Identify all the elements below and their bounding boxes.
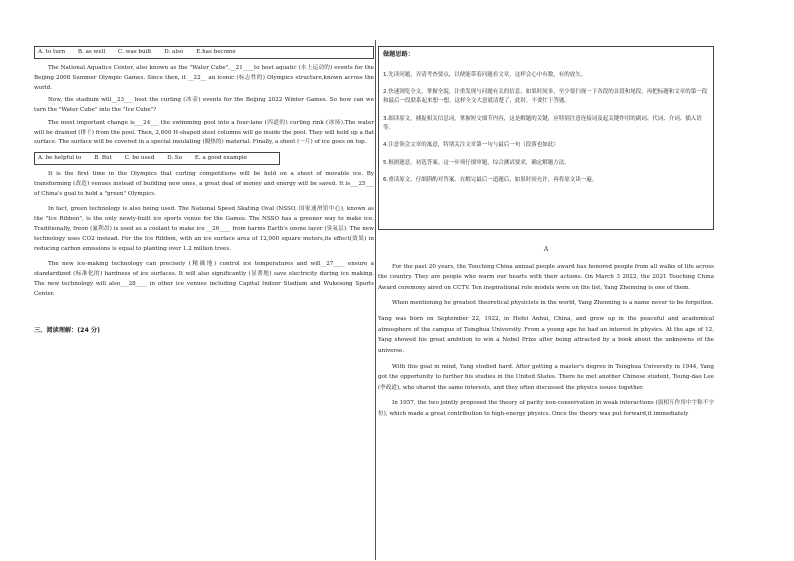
tip-item: 3.细读原文，捕捉相关信息词，掌握短文细节内容，这是解题的关键，应特别注意连接词及起关键作用的副词、代词、介词、插入语等。: [383, 115, 702, 131]
options-box-2: [34, 152, 280, 165]
tip-item: 6.重读原文，仔细斟酌对答案。在解完最后一道题后，如果时间允许，再将原文读一遍。: [383, 176, 598, 183]
reading-paragraph-3: Yang was born on September 22, 1922, in Hefei Anhui, China, and grew up in the peaceful and academical atmosphere of the campus of Tsinghua University. From a young age he had an interest in physics. At the age of 12, Yang showed his great ambition to win a Nobel Prize after being attracted by a book about the unknowns of the universe.: [378, 316, 714, 354]
reading-paragraph-4: With this goal in mind, Yang studied hard. After getting a master's degree in Tsinghua University in 1944, Yang got the opportunity to further his studies in the United States. There he met another Chinese student, Tsung-dao Lee (李政道), who shared the same interests, and they often discussed the physics issues together.: [378, 363, 714, 391]
tip-item: 5.根据题意，初选答案。这一步须仔细审题，综合测试要求，确定解题方法。: [383, 159, 570, 166]
option-b: B. as well: [77, 49, 106, 55]
paragraph-2: Now, the stadium will__23___ host the curling (冰壶) events for the Beijing 2022 Winter Games. So how can we turn the "Water Cube" into the "Ice Cube"?: [34, 97, 374, 114]
section-heading: 三、阅读理解：(24 分): [34, 326, 100, 334]
tip-item: 2.快速浏览全文，掌握全貌，注重发现与问题有关的信息，如果时间多，至少要扫视一下各段的首段和尾段。再把标题和文章的第一段和最后一段联系起来想一想，这样全文大意就清楚了，此时，不要忙于答题。: [383, 88, 708, 105]
tips-box: [378, 46, 714, 230]
tips-title: 做题思路：: [383, 51, 414, 58]
option-d: D. also: [164, 49, 184, 55]
option-e: E.has become: [196, 49, 236, 55]
reading-paragraph-2: When mentioning he greatest theoretical physicists in the world, Yang Zhenning is a name never to be forgotten.: [392, 300, 714, 307]
passage-label: A: [543, 246, 549, 253]
column-divider: [375, 40, 376, 560]
tip-item: 1.先读问题，弄清考查要点，以便能带着问题看文章，这样会心中有数，有的放矢。: [383, 71, 587, 78]
paragraph-6: The new ice-making technology can precisely (精确地) control ice temperatures and will__27____ ensure a standardized (标准化的) hardness of ice surfaces. It will also significantly (显著地) save electricity during ice making. The new technology will also___28____ in other ice venues including Capital Indoor Stadium and Wukesong Sports Center.: [34, 261, 374, 297]
options-box-1: [34, 46, 374, 59]
tip-item: 4.注意领会文章的寓意，特别关注文章第一句与最后一句（段落也如此）: [383, 142, 559, 149]
reading-paragraph-5: In 1957, the two jointly proposed the theory of parity non-conservation in weak interactions (弱相互作用中宇称不守恒), which made a great contribution to high-energy physics. Once the theory was put forward,it immediately: [378, 400, 714, 417]
option-c: C. was built: [118, 49, 152, 55]
paragraph-4: It is the first time in the Olympics that curling competitions will be held on a sheet of movable ice. By transforming (改造) venues instead of building new ones, a great deal of money and energy will be saved. It is___25___ of China's goal to hold a "green" Olympics.: [34, 171, 374, 197]
right-column: [378, 46, 714, 425]
option-a: A. be helpful to: [38, 155, 82, 162]
paragraph-3: The most important change is___24___ the swimming pool into a four-lane (四道的) curling rink (冰场).The water will be drained (排干) from the pool. Then, 2,600 H-shaped steel columns will go inside the pool. They will hold up a flat surface. The surface will be covered in a special insulating (隔热的) material. Finally, a sheet (一片) of ice goes on top.: [34, 119, 374, 146]
option-c: C. be used: [124, 155, 155, 162]
left-column: [34, 46, 374, 336]
paragraph-5: In fact, green technology is also being used. The National Speed Skating Oval (NSSO, 国家速滑馆中心), known as the "Ice Ribbon", is the only newly-built ice sports venue for the Games. The NSSO has a greener way to make ice. Traditionally, freon (氟利昂) is used as a coolant to make ice __26____ from harms Earth's ozone layer (臭氧层). The new technology uses CO2 instead. For the Ice Ribbon, with an ice surface area of 12,000 square meters,its effect(效果) in reducing carbon emissions is equal to planting over 1.2 million trees.: [34, 206, 374, 252]
paragraph-1: The National Aquatics Center, also known as the "Water Cube",__21____to host aquatic (水上运动的) events for the Beijing 2008 Summer Olympic Games. Since then, it __22__ an iconic (标志性的) Olympics structure,known across the world.: [34, 64, 374, 91]
reading-paragraph-1: For the past 20 years, the Touching China annual people award has honored people from all walks of life across the country. They are people who warm our hearts with their actions. On March 3 2022, the 2021 Touching China Award ceremony aired on CCTV. Ten inspirational role models were on the list, Yang Zhenning is one of them.: [378, 263, 714, 291]
option-a: A. to turn: [38, 49, 66, 55]
option-d: D. So: [167, 155, 183, 162]
option-e: E. a good example: [194, 155, 248, 162]
option-b: B. But: [94, 155, 112, 162]
